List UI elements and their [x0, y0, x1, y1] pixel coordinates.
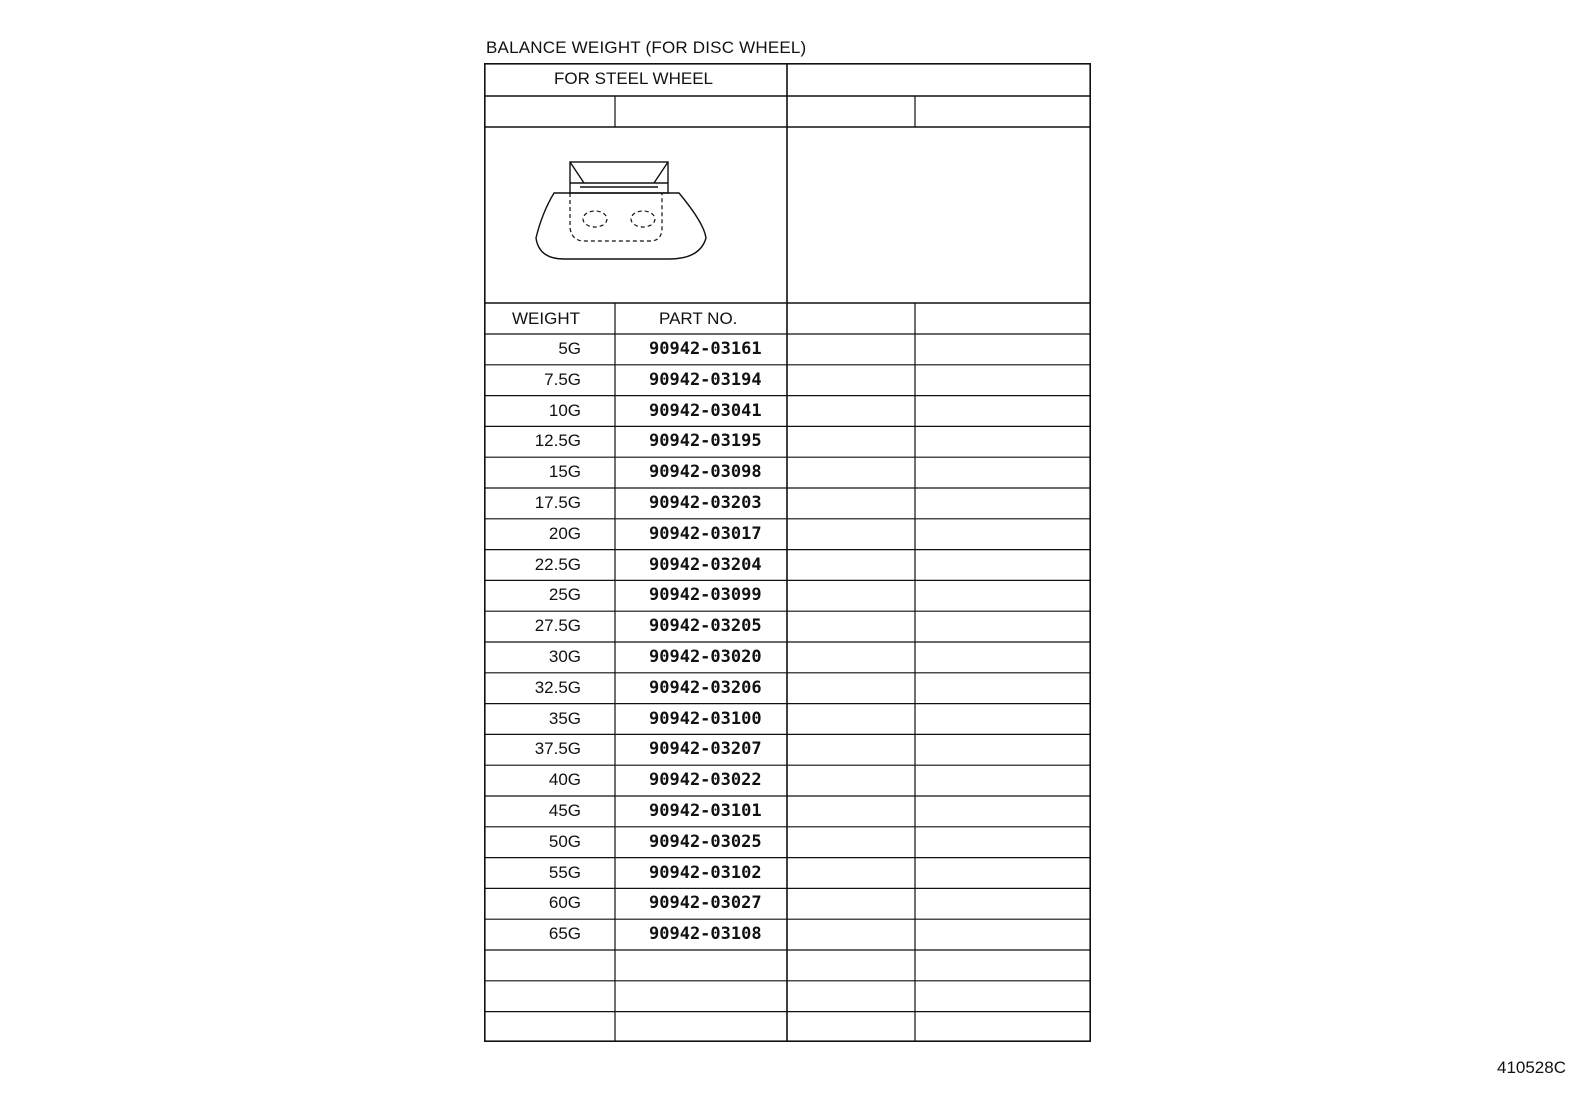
- part-number-cell: 90942-03195: [649, 431, 762, 452]
- weight-cell: 12.5G: [534, 431, 581, 451]
- part-number-cell: 90942-03205: [649, 616, 762, 637]
- part-number-cell: 90942-03020: [649, 647, 762, 667]
- weight-cell: 55G: [548, 862, 581, 882]
- weight-cell: 30G: [548, 647, 581, 666]
- part-number-cell: 90942-03098: [649, 462, 762, 483]
- part-number-cell: 90942-03203: [649, 493, 762, 513]
- part-number-cell: 90942-03099: [649, 585, 762, 606]
- part-number-cell: 90942-03027: [649, 893, 762, 914]
- part-number-cell: 90942-03206: [649, 677, 762, 698]
- section-header: FOR STEEL WHEEL: [554, 69, 714, 88]
- weight-cell: 20G: [548, 523, 581, 543]
- parts-table: [484, 63, 1091, 1042]
- part-number-cell: 90942-03022: [649, 770, 762, 791]
- part-number-cell: 90942-03194: [649, 369, 762, 390]
- part-number-cell: 90942-03207: [649, 739, 762, 760]
- document-title: BALANCE WEIGHT (FOR DISC WHEEL): [486, 38, 807, 57]
- weight-cell: 65G: [548, 924, 581, 944]
- part-number-cell: 90942-03161: [649, 339, 762, 359]
- weight-cell: 25G: [548, 585, 581, 605]
- weight-cell: 37.5G: [534, 739, 581, 759]
- weight-cell: 40G: [548, 770, 581, 790]
- weight-cell: 5G: [558, 339, 581, 358]
- part-number-cell: 90942-03108: [649, 924, 762, 945]
- weight-cell: 27.5G: [534, 616, 581, 636]
- part-number-cell: 90942-03017: [649, 523, 762, 544]
- weight-cell: 15G: [548, 462, 581, 482]
- weight-cell: 32.5G: [534, 677, 581, 697]
- weight-cell: 50G: [548, 831, 581, 851]
- balance-weight-illustration: [536, 162, 706, 259]
- weight-cell: 35G: [548, 708, 581, 728]
- part-number-cell: 90942-03102: [649, 862, 762, 883]
- weight-cell: 7.5G: [544, 369, 581, 389]
- column-header-weight: WEIGHT: [512, 309, 580, 328]
- figure-number: 410528C: [1496, 1058, 1566, 1077]
- part-number-cell: 90942-03100: [649, 708, 762, 729]
- part-number-cell: 90942-03204: [649, 554, 762, 575]
- weight-cell: 17.5G: [534, 493, 581, 512]
- weight-cell: 60G: [548, 893, 581, 913]
- part-number-cell: 90942-03025: [649, 831, 762, 852]
- part-number-cell: 90942-03041: [649, 400, 762, 421]
- weight-cell: 45G: [548, 801, 581, 820]
- part-number-cell: 90942-03101: [649, 801, 762, 821]
- weight-cell: 10G: [548, 400, 581, 420]
- column-header-part-no: PART NO.: [659, 309, 738, 328]
- weight-cell: 22.5G: [534, 554, 581, 574]
